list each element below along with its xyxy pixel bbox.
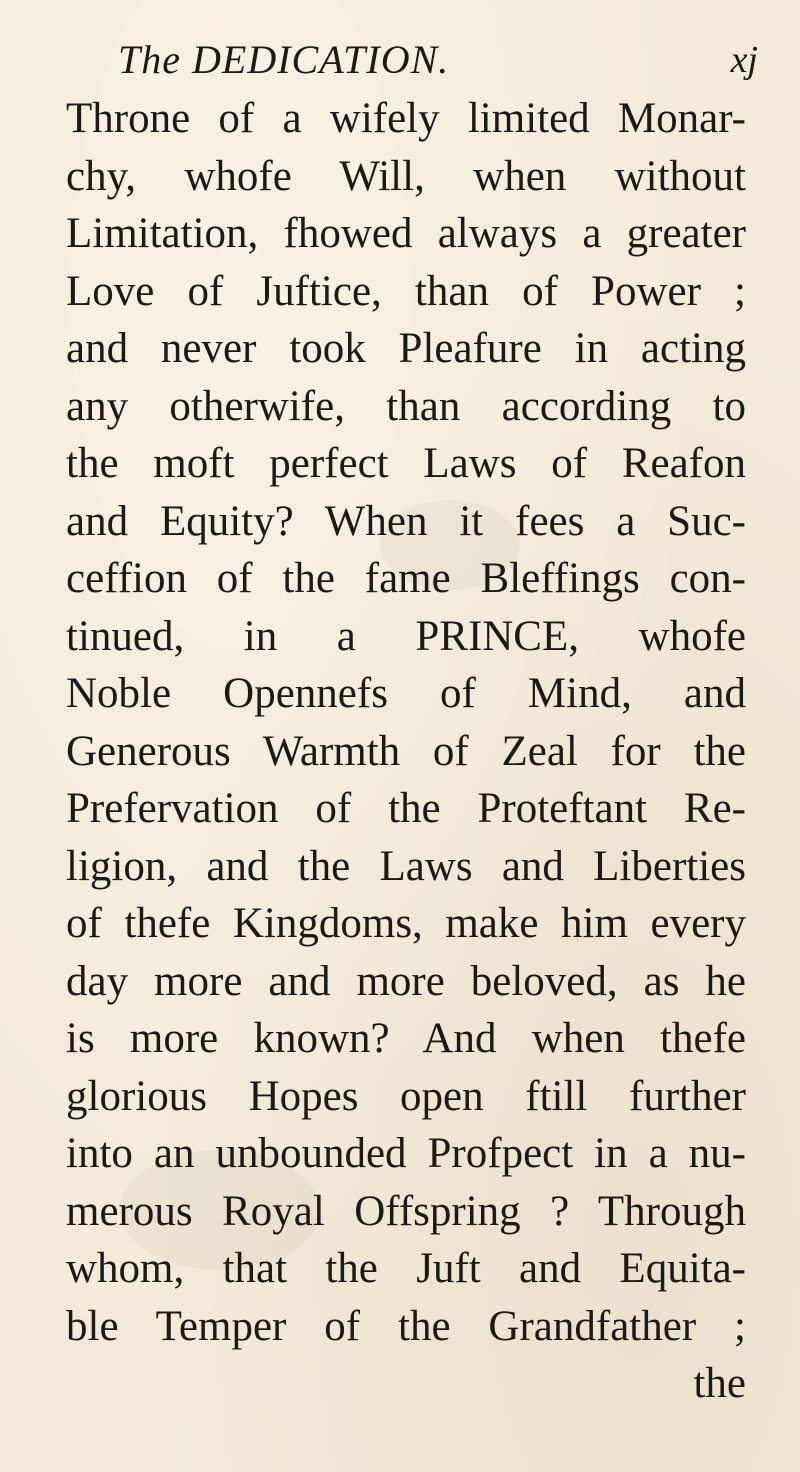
text-line: Limitation, fhowed always a greater <box>66 210 746 257</box>
text-line: the moft perfect Laws of Reafon <box>66 440 746 487</box>
text-line: Throne of a wifely limited Monar- <box>66 95 746 142</box>
text-line: Prefervation of the Proteftant Re- <box>66 785 746 832</box>
text-line: chy, whofe Will, when without <box>66 152 746 200</box>
text-line: Love of Juftice, than of Power ; <box>66 267 746 315</box>
text-line: Generous Warmth of Zeal for the <box>66 727 746 775</box>
text-line: any otherwife, than according to <box>66 382 746 430</box>
text-line: glorious Hopes open ftill further <box>66 1072 746 1120</box>
text-line: and Equity? When it fees a Suc- <box>66 497 746 545</box>
text-line: whom, that the Juft and Equita- <box>66 1245 746 1292</box>
text-line: and never took Pleafure in acting <box>66 325 746 372</box>
text-line: ligion, and the Laws and Liberties <box>66 842 746 890</box>
text-line: tinued, in a PRINCE, whofe <box>66 612 746 660</box>
catchword: the <box>693 1360 746 1407</box>
page-number: xj <box>730 39 758 81</box>
text-line: ble Temper of the Grandfather ; <box>66 1302 746 1350</box>
text-line: is more known? And when thefe <box>66 1015 746 1062</box>
running-head <box>118 36 758 92</box>
text-line: ceffion of the fame Bleffings con- <box>66 555 746 602</box>
text-line: into an unbounded Profpect in a nu- <box>66 1130 746 1177</box>
text-line: merous Royal Offspring ? Through <box>66 1187 746 1235</box>
text-line: Noble Opennefs of Mind, and <box>66 670 746 717</box>
running-title: The DEDICATION. <box>118 37 450 82</box>
text-line: day more and more beloved, as he <box>66 957 746 1005</box>
body-text <box>66 90 746 1413</box>
text-line: of thefe Kingdoms, make him every <box>66 900 746 947</box>
